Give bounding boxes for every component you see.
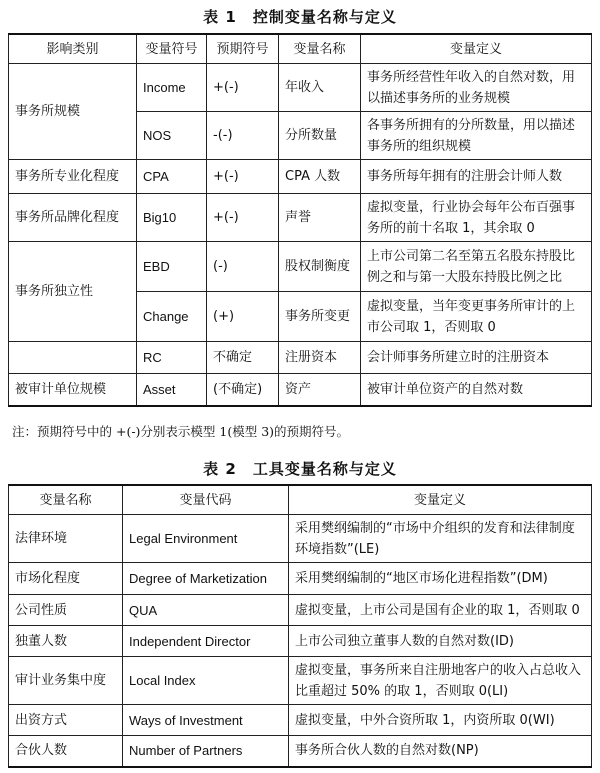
- variable-name-cell: 声誉: [279, 194, 361, 242]
- expected-sign-cell: +(-): [207, 64, 279, 112]
- symbol-cell: Big10: [137, 194, 207, 242]
- variable-code-cell: QUA: [123, 595, 289, 626]
- variable-name-cell: 股权制衡度: [279, 242, 361, 292]
- definition-cell: 会计师事务所建立时的注册资本: [361, 342, 592, 374]
- column-header: 影响类别: [9, 34, 137, 64]
- definition-cell: 事务所合伙人数的自然对数(NP): [289, 736, 592, 767]
- table2-title: 表 2 工具变量名称与定义: [203, 460, 397, 478]
- definition-cell: 虚拟变量，上市公司是国有企业的取 1，否则取 0: [289, 595, 592, 626]
- expected-sign-cell: (+): [207, 292, 279, 342]
- control-variables-table: [8, 33, 592, 407]
- column-header: 变量符号: [137, 34, 207, 64]
- table-row: [9, 242, 592, 292]
- table-row: [9, 563, 592, 595]
- definition-cell: 被审计单位资产的自然对数: [361, 374, 592, 406]
- variable-code-cell: Degree of Marketization: [123, 563, 289, 595]
- definition-cell: 采用樊纲编制的“市场中介组织的发育和法律制度环境指数”(LE): [289, 515, 592, 563]
- column-header: 预期符号: [207, 34, 279, 64]
- symbol-cell: Asset: [137, 374, 207, 406]
- table1-title: 表 1 控制变量名称与定义: [203, 8, 397, 26]
- table-row: [9, 64, 592, 112]
- column-header: 变量名称: [279, 34, 361, 64]
- definition-cell: 虚拟变量，行业协会每年公布百强事务所的前十名取 1，其余取 0: [361, 194, 592, 242]
- variable-name-cell: 事务所变更: [279, 292, 361, 342]
- symbol-cell: EBD: [137, 242, 207, 292]
- variable-name-cell: 年收入: [279, 64, 361, 112]
- variable-name-cell: 法律环境: [9, 515, 123, 563]
- variable-code-cell: Legal Environment: [123, 515, 289, 563]
- symbol-cell: CPA: [137, 160, 207, 194]
- definition-cell: 事务所经营性年收入的自然对数，用以描述事务所的业务规模: [361, 64, 592, 112]
- table-row: [9, 194, 592, 242]
- variable-name-cell: 出资方式: [9, 705, 123, 736]
- variable-name-cell: CPA 人数: [279, 160, 361, 194]
- symbol-cell: NOS: [137, 112, 207, 160]
- table-row: [9, 160, 592, 194]
- variable-name-cell: 合伙人数: [9, 736, 123, 767]
- definition-cell: 各事务所拥有的分所数量，用以描述事务所的组织规模: [361, 112, 592, 160]
- definition-cell: 虚拟变量，中外合资所取 1，内资所取 0(WI): [289, 705, 592, 736]
- variable-name-cell: 分所数量: [279, 112, 361, 160]
- table-row: [9, 657, 592, 705]
- symbol-cell: RC: [137, 342, 207, 374]
- category-cell: 被审计单位规模: [9, 374, 137, 406]
- definition-cell: 虚拟变量，当年变更事务所审计的上市公司取 1，否则取 0: [361, 292, 592, 342]
- expected-sign-cell: +(-): [207, 194, 279, 242]
- table-row: [9, 374, 592, 406]
- instrument-variables-table: [8, 484, 592, 768]
- symbol-cell: Change: [137, 292, 207, 342]
- expected-sign-cell: (不确定): [207, 374, 279, 406]
- table-row: [9, 342, 592, 374]
- definition-cell: 采用樊纲编制的“地区市场化进程指数”(DM): [289, 563, 592, 595]
- variable-name-cell: 公司性质: [9, 595, 123, 626]
- definition-cell: 虚拟变量，事务所来自注册地客户的收入占总收入比重超过 50% 的取 1，否则取 0(LI): [289, 657, 592, 705]
- expected-sign-cell: -(-): [207, 112, 279, 160]
- table1-note: 注：预期符号中的 +(-)分别表示模型 1(模型 3)的预期符号。: [12, 424, 350, 439]
- column-header: 变量定义: [361, 34, 592, 64]
- variable-name-cell: 独董人数: [9, 626, 123, 657]
- column-header: 变量名称: [9, 485, 123, 515]
- category-cell: 事务所独立性: [9, 242, 137, 342]
- category-cell: 事务所品牌化程度: [9, 194, 137, 242]
- variable-code-cell: Independent Director: [123, 626, 289, 657]
- category-cell: 事务所专业化程度: [9, 160, 137, 194]
- definition-cell: 事务所每年拥有的注册会计师人数: [361, 160, 592, 194]
- definition-cell: 上市公司第二名至第五名股东持股比例之和与第一大股东持股比例之比: [361, 242, 592, 292]
- variable-name-cell: 市场化程度: [9, 563, 123, 595]
- variable-name-cell: 注册资本: [279, 342, 361, 374]
- variable-code-cell: Number of Partners: [123, 736, 289, 767]
- variable-code-cell: Ways of Investment: [123, 705, 289, 736]
- variable-name-cell: 审计业务集中度: [9, 657, 123, 705]
- table-row: [9, 626, 592, 657]
- category-cell: 事务所规模: [9, 64, 137, 160]
- variable-code-cell: Local Index: [123, 657, 289, 705]
- table-header-row: [9, 34, 592, 64]
- variable-name-cell: 资产: [279, 374, 361, 406]
- definition-cell: 上市公司独立董事人数的自然对数(ID): [289, 626, 592, 657]
- category-cell: [9, 342, 137, 374]
- table-header-row: [9, 485, 592, 515]
- expected-sign-cell: (-): [207, 242, 279, 292]
- expected-sign-cell: 不确定: [207, 342, 279, 374]
- table-row: [9, 515, 592, 563]
- symbol-cell: Income: [137, 64, 207, 112]
- expected-sign-cell: +(-): [207, 160, 279, 194]
- column-header: 变量定义: [289, 485, 592, 515]
- table-row: [9, 595, 592, 626]
- table-row: [9, 705, 592, 736]
- table-row: [9, 736, 592, 767]
- column-header: 变量代码: [123, 485, 289, 515]
